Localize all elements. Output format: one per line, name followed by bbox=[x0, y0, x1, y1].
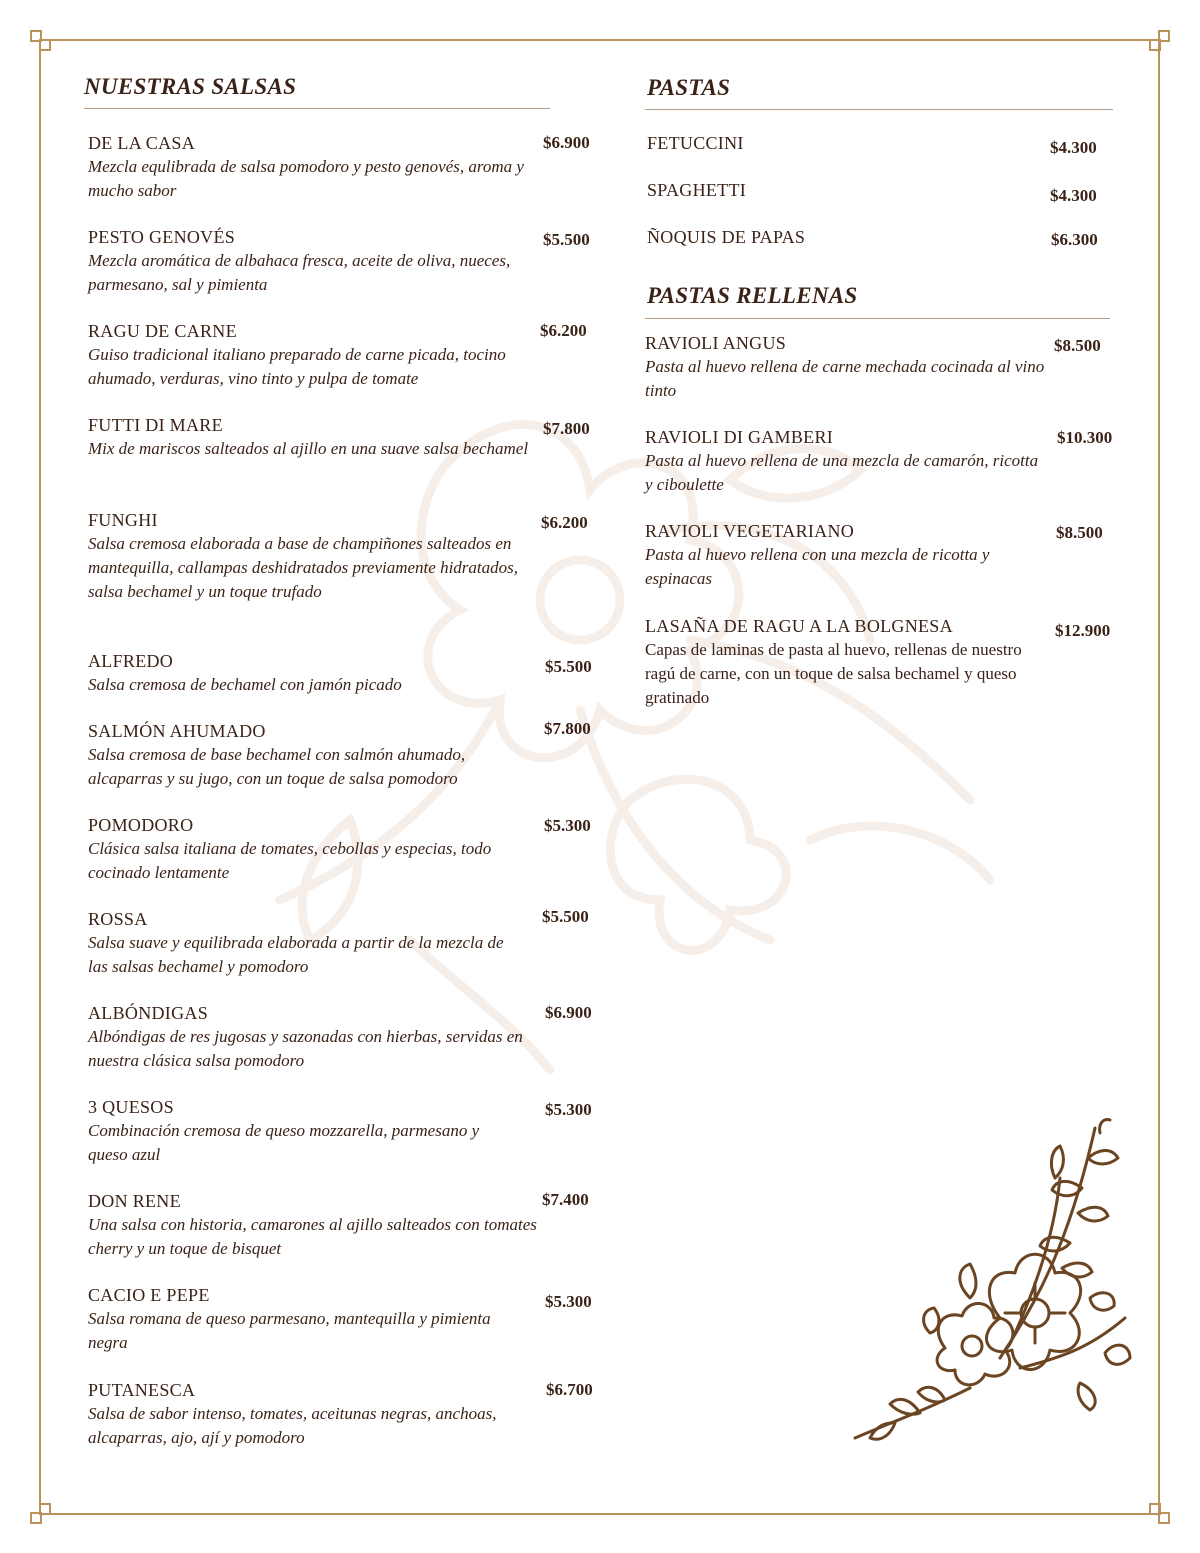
heading-pastas-rellenas: PASTAS RELLENAS bbox=[647, 283, 858, 308]
menu-item bbox=[88, 131, 538, 203]
item-price: $6.200 bbox=[540, 321, 587, 340]
heading-pastas: PASTAS bbox=[647, 75, 731, 100]
menu-item bbox=[88, 719, 538, 791]
item-price: $4.300 bbox=[1050, 138, 1097, 157]
menu-item bbox=[88, 813, 538, 885]
item-price: $12.900 bbox=[1055, 621, 1111, 640]
item-name: RAVIOLI ANGUS bbox=[645, 333, 787, 353]
menu-item bbox=[647, 225, 805, 249]
item-name: 3 QUESOS bbox=[88, 1097, 174, 1117]
menu-item bbox=[645, 614, 1030, 710]
item-description: Salsa cremosa de base bechamel con salmón ahumado, alcaparras y su jugo, con un toque de salsa pomodoro bbox=[88, 745, 466, 788]
item-name: DON RENE bbox=[88, 1191, 181, 1211]
menu-item bbox=[88, 1378, 528, 1450]
item-description: Clásica salsa italiana de tomates, cebollas y especias, todo cocinado lentamente bbox=[88, 839, 492, 882]
menu-item bbox=[88, 1095, 488, 1167]
menu-item bbox=[88, 1001, 528, 1073]
item-price: $5.300 bbox=[545, 1292, 592, 1311]
item-price: $6.900 bbox=[543, 133, 590, 152]
item-price: $5.300 bbox=[544, 816, 591, 835]
item-description: Salsa suave y equilibrada elaborada a partir de la mezcla de las salsas bechamel y pomodoro bbox=[88, 933, 504, 976]
item-price: $10.300 bbox=[1057, 428, 1113, 447]
item-price: $7.800 bbox=[544, 719, 591, 738]
item-name: PUTANESCA bbox=[88, 1380, 196, 1400]
item-name: PESTO GENOVÉS bbox=[88, 227, 236, 247]
item-description: Pasta al huevo rellena de carne mechada cocinada al vino tinto bbox=[645, 357, 1045, 400]
item-description: Salsa cremosa elaborada a base de champiñones salteados en mantequilla, callampas deshidratados previamente hidratados, salsa bechamel y un toque trufado bbox=[88, 534, 519, 601]
menu-item bbox=[88, 413, 538, 461]
menu-item bbox=[645, 425, 1045, 497]
item-description: Pasta al huevo rellena de una mezcla de camarón, ricotta y ciboulette bbox=[645, 451, 1039, 494]
item-name: FUTTI DI MARE bbox=[88, 415, 223, 435]
item-description: Mezcla equlibrada de salsa pomodoro y pesto genovés, aroma y mucho sabor bbox=[88, 157, 524, 200]
item-description: Salsa cremosa de bechamel con jamón picado bbox=[88, 675, 402, 694]
item-description: Capas de laminas de pasta al huevo, rellenas de nuestro ragú de carne, con un toque de salsa bechamel y queso gratinado bbox=[645, 640, 1022, 707]
menu-item bbox=[88, 225, 538, 297]
menu-item bbox=[88, 907, 508, 979]
menu-item bbox=[88, 1283, 528, 1355]
item-name: DE LA CASA bbox=[88, 133, 196, 153]
item-price: $8.500 bbox=[1054, 336, 1101, 355]
item-description: Salsa de sabor intenso, tomates, aceitunas negras, anchoas, alcaparras, ajo, ají y pomodoro bbox=[88, 1404, 497, 1447]
menu-item bbox=[88, 319, 538, 391]
item-name: LASAÑA DE RAGU A LA BOLGNESA bbox=[645, 616, 953, 636]
item-name: ALFREDO bbox=[88, 651, 174, 671]
heading-rule bbox=[645, 109, 1113, 110]
item-description: Pasta al huevo rellena con una mezcla de ricotta y espinacas bbox=[645, 545, 990, 588]
item-price: $7.800 bbox=[543, 419, 590, 438]
item-price: $6.300 bbox=[1051, 230, 1098, 249]
item-name: RAVIOLI VEGETARIANO bbox=[645, 521, 855, 541]
item-price: $5.500 bbox=[542, 907, 589, 926]
heading-rule bbox=[84, 108, 550, 109]
item-name: RAGU DE CARNE bbox=[88, 321, 237, 341]
item-name: CACIO E PEPE bbox=[88, 1285, 210, 1305]
item-name: ÑOQUIS DE PAPAS bbox=[647, 227, 806, 247]
heading-rule bbox=[645, 318, 1110, 319]
item-price: $5.300 bbox=[545, 1100, 592, 1119]
menu-item bbox=[88, 508, 518, 604]
item-price: $5.500 bbox=[545, 657, 592, 676]
item-name: FUNGHI bbox=[88, 510, 158, 530]
heading-salsas: NUESTRAS SALSAS bbox=[84, 74, 297, 99]
item-price: $6.200 bbox=[541, 513, 588, 532]
item-price: $5.500 bbox=[543, 230, 590, 249]
item-description: Mix de mariscos salteados al ajillo en una suave salsa bechamel bbox=[88, 439, 529, 458]
item-description: Guiso tradicional italiano preparado de carne picada, tocino ahumado, verduras, vino tinto y pulpa de tomate bbox=[88, 345, 506, 388]
item-name: FETUCCINI bbox=[647, 133, 744, 153]
item-name: SPAGHETTI bbox=[647, 180, 747, 200]
menu-item bbox=[645, 331, 1045, 403]
corner-ornament bbox=[30, 1502, 52, 1524]
item-name: ALBÓNDIGAS bbox=[88, 1003, 208, 1023]
item-description: Albóndigas de res jugosas y sazonadas con hierbas, servidas en nuestra clásica salsa pomodoro bbox=[88, 1027, 523, 1070]
item-description: Mezcla aromática de albahaca fresca, aceite de oliva, nueces, parmesano, sal y pimienta bbox=[88, 251, 511, 294]
item-name: POMODORO bbox=[88, 815, 194, 835]
corner-ornament bbox=[30, 30, 52, 52]
menu-item bbox=[88, 1189, 538, 1261]
corner-ornament bbox=[1148, 30, 1170, 52]
item-price: $6.700 bbox=[546, 1380, 593, 1399]
menu-item bbox=[647, 178, 746, 202]
item-price: $4.300 bbox=[1050, 186, 1097, 205]
floral-ornament bbox=[850, 1118, 1135, 1448]
item-description: Combinación cremosa de queso mozzarella, parmesano y queso azul bbox=[88, 1121, 480, 1164]
item-price: $6.900 bbox=[545, 1003, 592, 1022]
corner-ornament bbox=[1148, 1502, 1170, 1524]
item-description: Salsa romana de queso parmesano, mantequilla y pimienta negra bbox=[88, 1309, 491, 1352]
item-name: SALMÓN AHUMADO bbox=[88, 721, 266, 741]
menu-item bbox=[647, 131, 744, 155]
menu-item bbox=[88, 649, 538, 697]
item-name: RAVIOLI DI GAMBERI bbox=[645, 427, 834, 447]
item-price: $8.500 bbox=[1056, 523, 1103, 542]
menu-item bbox=[645, 519, 1045, 591]
item-price: $7.400 bbox=[542, 1190, 589, 1209]
item-description: Una salsa con historia, camarones al ajillo salteados con tomates cherry y un toque de bisquet bbox=[88, 1215, 537, 1258]
item-name: ROSSA bbox=[88, 909, 148, 929]
